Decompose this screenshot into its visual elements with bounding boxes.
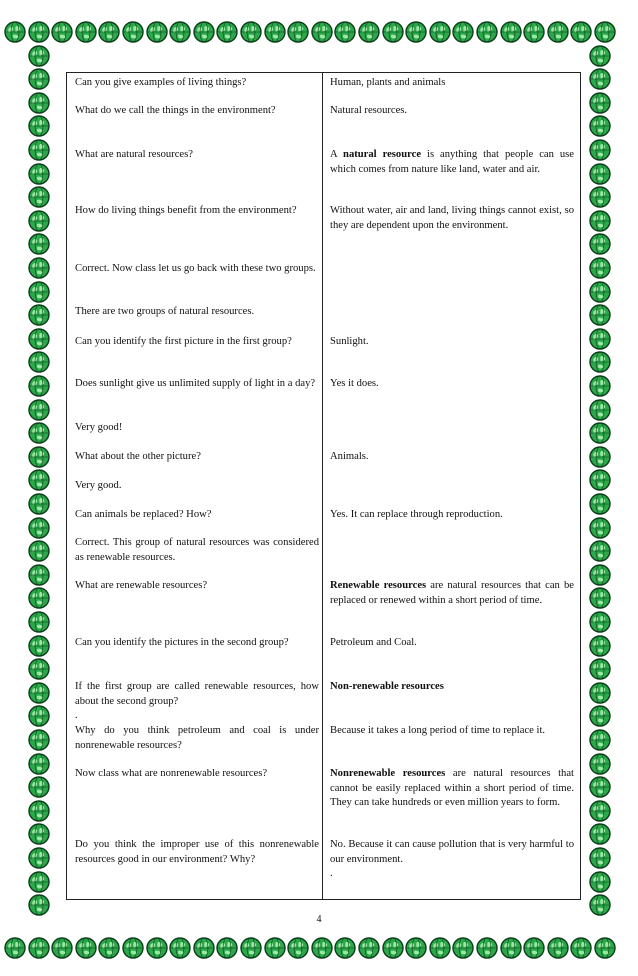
student-answer: Sunlight. bbox=[330, 336, 369, 347]
teacher-question: Now class what are nonrenewable resources? bbox=[75, 768, 268, 779]
teacher-question: Does sunlight give us unlimited supply of light in a day? bbox=[75, 378, 316, 389]
globe-icon bbox=[28, 68, 50, 90]
globe-icon bbox=[500, 937, 522, 959]
student-answer: Yes it does. bbox=[330, 378, 379, 389]
globe-icon bbox=[452, 21, 474, 43]
globe-icon bbox=[311, 937, 333, 959]
globe-icon bbox=[240, 21, 262, 43]
student-answer: No. Because it can cause pollution that is very harmful to our environment. . bbox=[330, 839, 574, 880]
globe-icon bbox=[594, 21, 616, 43]
globe-icon bbox=[28, 517, 50, 539]
globe-icon bbox=[264, 21, 286, 43]
student-answer: Because it takes a long period of time to replace it. bbox=[330, 725, 546, 736]
teacher-question: What are renewable resources? bbox=[75, 580, 208, 591]
globe-icon bbox=[589, 871, 611, 893]
globe-icon bbox=[589, 328, 611, 350]
globe-icon bbox=[28, 328, 50, 350]
globe-icon bbox=[405, 21, 427, 43]
answer-text: is anything that people can use which comes from nature like land, water and air. bbox=[330, 149, 574, 175]
globe-icon bbox=[589, 753, 611, 775]
globe-icon bbox=[589, 729, 611, 751]
globe-icon bbox=[589, 705, 611, 727]
globe-icon bbox=[589, 92, 611, 114]
teacher-question: Correct. Now class let us go back with these two groups. bbox=[75, 263, 316, 274]
globe-icon bbox=[500, 21, 522, 43]
globe-icon bbox=[28, 45, 50, 67]
teacher-question: Can animals be replaced? How? bbox=[75, 509, 212, 520]
globe-icon bbox=[589, 257, 611, 279]
globe-icon bbox=[28, 304, 50, 326]
page-number: 4 bbox=[316, 914, 322, 925]
globe-icon bbox=[28, 894, 50, 916]
globe-icon bbox=[146, 937, 168, 959]
globe-icon bbox=[28, 233, 50, 255]
globe-icon bbox=[28, 446, 50, 468]
teacher-question: How do living things benefit from the environment? bbox=[75, 205, 297, 216]
globe-icon bbox=[75, 21, 97, 43]
globe-icon bbox=[589, 493, 611, 515]
answer-text: are natural resources that can be replaced or renewed within a short period of time. bbox=[330, 580, 575, 606]
globe-icon bbox=[28, 92, 50, 114]
globe-icon bbox=[589, 517, 611, 539]
teacher-question: Correct. This group of natural resources was considered as renewable resources. bbox=[75, 537, 319, 563]
globe-icon bbox=[570, 937, 592, 959]
globe-icon bbox=[523, 21, 545, 43]
globe-icon bbox=[28, 800, 50, 822]
globe-icon bbox=[589, 351, 611, 373]
globe-icon bbox=[405, 937, 427, 959]
globe-icon bbox=[28, 564, 50, 586]
globe-icon bbox=[589, 682, 611, 704]
globe-icon bbox=[570, 21, 592, 43]
globe-icon bbox=[589, 115, 611, 137]
globe-icon bbox=[28, 375, 50, 397]
globe-icon bbox=[240, 937, 262, 959]
globe-icon bbox=[476, 21, 498, 43]
bold-term: Nonrenewable resources bbox=[330, 768, 446, 779]
globe-icon bbox=[28, 823, 50, 845]
globe-icon bbox=[547, 21, 569, 43]
globe-icon bbox=[28, 753, 50, 775]
globe-icon bbox=[75, 937, 97, 959]
globe-icon bbox=[589, 186, 611, 208]
globe-icon bbox=[523, 937, 545, 959]
globe-icon bbox=[594, 937, 616, 959]
student-answer: Human, plants and animals bbox=[330, 77, 446, 88]
globe-icon bbox=[589, 139, 611, 161]
globe-icon bbox=[589, 776, 611, 798]
globe-icon bbox=[216, 937, 238, 959]
globe-icon bbox=[28, 540, 50, 562]
globe-icon bbox=[589, 422, 611, 444]
globe-icon bbox=[589, 399, 611, 421]
globe-icon bbox=[589, 233, 611, 255]
globe-icon bbox=[589, 894, 611, 916]
globe-icon bbox=[28, 611, 50, 633]
globe-icon bbox=[589, 163, 611, 185]
teacher-question: If the first group are called renewable resources, how about the second group? . bbox=[75, 681, 319, 722]
globe-icon bbox=[28, 351, 50, 373]
globe-icon bbox=[28, 493, 50, 515]
globe-icon bbox=[547, 937, 569, 959]
teacher-question: Can you give examples of living things? bbox=[75, 77, 247, 88]
teacher-question: Can you identify the pictures in the second group? bbox=[75, 637, 289, 648]
student-answer bbox=[330, 767, 574, 811]
globe-icon bbox=[358, 21, 380, 43]
bold-term: natural resource bbox=[343, 149, 422, 160]
globe-icon bbox=[589, 587, 611, 609]
teacher-question: Why do you think petroleum and coal is under nonrenewable resources? bbox=[75, 725, 319, 751]
globe-icon bbox=[28, 186, 50, 208]
globe-icon bbox=[334, 21, 356, 43]
globe-icon bbox=[589, 823, 611, 845]
student-answer: Animals. bbox=[330, 451, 369, 462]
teacher-question: There are two groups of natural resources. bbox=[75, 306, 255, 317]
globe-icon bbox=[589, 281, 611, 303]
globe-icon bbox=[28, 587, 50, 609]
globe-icon bbox=[146, 21, 168, 43]
student-answer bbox=[330, 680, 574, 695]
globe-icon bbox=[28, 729, 50, 751]
teacher-question: What do we call the things in the environment? bbox=[75, 105, 276, 116]
globe-icon bbox=[429, 21, 451, 43]
globe-icon bbox=[589, 611, 611, 633]
teacher-question: Very good. bbox=[75, 480, 122, 491]
globe-icon bbox=[589, 446, 611, 468]
student-answer: Natural resources. bbox=[330, 105, 408, 116]
student-answer: Yes. It can replace through reproduction. bbox=[330, 509, 503, 520]
student-answer: Petroleum and Coal. bbox=[330, 637, 417, 648]
globe-icon bbox=[589, 469, 611, 491]
globe-icon bbox=[28, 163, 50, 185]
globe-icon bbox=[589, 68, 611, 90]
teacher-question: Can you identify the first picture in the first group? bbox=[75, 336, 292, 347]
answer-text: A bbox=[330, 149, 344, 160]
globe-icon bbox=[169, 21, 191, 43]
globe-icon bbox=[589, 375, 611, 397]
globe-icon bbox=[589, 847, 611, 869]
globe-icon bbox=[28, 21, 50, 43]
globe-icon bbox=[4, 21, 26, 43]
globe-icon bbox=[4, 937, 26, 959]
globe-icon bbox=[98, 937, 120, 959]
globe-icon bbox=[51, 937, 73, 959]
globe-icon bbox=[122, 21, 144, 43]
globe-icon bbox=[334, 937, 356, 959]
globe-icon bbox=[589, 45, 611, 67]
globe-icon bbox=[358, 937, 380, 959]
globe-icon bbox=[51, 21, 73, 43]
globe-icon bbox=[28, 705, 50, 727]
globe-icon bbox=[589, 635, 611, 657]
answer-text: are natural resources that cannot be easily replaced within a short period of time. They can take hundreds or even million years to form. bbox=[330, 768, 574, 809]
globe-icon bbox=[589, 304, 611, 326]
globe-icon bbox=[382, 21, 404, 43]
globe-icon bbox=[28, 635, 50, 657]
student-answer bbox=[330, 579, 574, 608]
globe-icon bbox=[311, 21, 333, 43]
student-answer: Without water, air and land, living things cannot exist, so they are dependent upon the environment. bbox=[330, 205, 574, 231]
globe-icon bbox=[264, 937, 286, 959]
globe-icon bbox=[382, 937, 404, 959]
teacher-question: Do you think the improper use of this nonrenewable resources good in our environment? Why? bbox=[75, 839, 319, 865]
globe-icon bbox=[28, 776, 50, 798]
globe-icon bbox=[98, 21, 120, 43]
globe-icon bbox=[287, 937, 309, 959]
globe-icon bbox=[28, 469, 50, 491]
globe-icon bbox=[476, 937, 498, 959]
globe-icon bbox=[28, 115, 50, 137]
globe-icon bbox=[28, 871, 50, 893]
globe-icon bbox=[589, 564, 611, 586]
globe-icon bbox=[287, 21, 309, 43]
globe-icon bbox=[28, 658, 50, 680]
globe-icon bbox=[28, 210, 50, 232]
globe-icon bbox=[193, 937, 215, 959]
globe-icon bbox=[589, 540, 611, 562]
globe-icon bbox=[589, 658, 611, 680]
table-column-divider bbox=[322, 72, 323, 900]
globe-icon bbox=[429, 937, 451, 959]
globe-icon bbox=[589, 800, 611, 822]
globe-icon bbox=[28, 281, 50, 303]
globe-icon bbox=[28, 682, 50, 704]
globe-icon bbox=[28, 422, 50, 444]
teacher-question: Very good! bbox=[75, 422, 123, 433]
bold-term: Renewable resources bbox=[330, 580, 427, 591]
globe-icon bbox=[169, 937, 191, 959]
teacher-question: What are natural resources? bbox=[75, 149, 193, 160]
globe-icon bbox=[28, 257, 50, 279]
globe-icon bbox=[193, 21, 215, 43]
student-answer bbox=[330, 148, 574, 177]
bold-term: Non-renewable resources bbox=[330, 681, 444, 692]
globe-icon bbox=[216, 21, 238, 43]
globe-icon bbox=[28, 139, 50, 161]
teacher-question: What about the other picture? bbox=[75, 451, 201, 462]
globe-icon bbox=[28, 847, 50, 869]
globe-icon bbox=[589, 210, 611, 232]
globe-icon bbox=[452, 937, 474, 959]
globe-icon bbox=[28, 937, 50, 959]
globe-icon bbox=[122, 937, 144, 959]
globe-icon bbox=[28, 399, 50, 421]
